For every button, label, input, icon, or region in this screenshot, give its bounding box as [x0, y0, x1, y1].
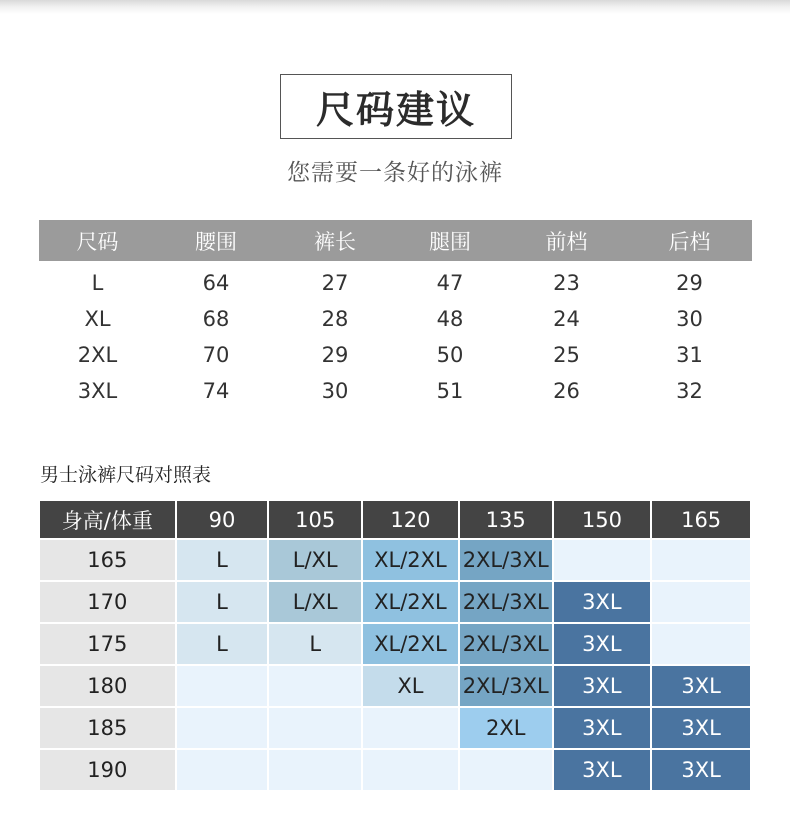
size-table-cell: 28 — [321, 307, 349, 331]
hw-size-cell: 3XL — [652, 708, 750, 748]
hw-size-cell — [363, 708, 458, 748]
hw-size-cell: L — [269, 624, 361, 664]
page-subtitle: 您需要一条好的泳裤 — [287, 160, 503, 186]
hw-size-cell: 2XL/3XL — [460, 624, 552, 664]
hw-weight-header: 120 — [363, 501, 458, 538]
size-table-row — [39, 301, 752, 337]
title-box — [280, 74, 512, 139]
hw-size-cell: XL/2XL — [363, 582, 458, 622]
hw-weight-header: 90 — [177, 501, 268, 538]
hw-size-cell: 2XL/3XL — [460, 540, 552, 580]
hw-size-cell: 3XL — [554, 624, 651, 664]
hw-corner-label: 身高/体重 — [40, 501, 175, 538]
hw-size-cell — [460, 750, 552, 790]
hw-size-cell — [177, 666, 268, 706]
chart-title: 男士泳裤尺码对照表 — [40, 464, 212, 486]
size-table-row — [39, 373, 752, 409]
hw-weight-header: 105 — [269, 501, 361, 538]
hw-chart-row — [40, 708, 750, 748]
size-header-cell: 后档 — [668, 229, 711, 254]
size-table-cell: 74 — [202, 379, 230, 403]
hw-size-cell: 3XL — [652, 666, 750, 706]
size-table-cell: 31 — [676, 343, 703, 367]
hw-size-cell — [363, 750, 458, 790]
size-table-cell: 29 — [321, 343, 349, 367]
size-header-cell: 裤长 — [314, 229, 356, 254]
size-table-header — [39, 220, 752, 261]
hw-size-cell: 3XL — [554, 708, 651, 748]
hw-chart-body — [40, 540, 750, 790]
size-header-cell: 腰围 — [195, 229, 237, 254]
size-table-cell: 32 — [676, 379, 703, 403]
hw-size-cell: L/XL — [269, 582, 361, 622]
size-table-cell: 70 — [202, 343, 230, 367]
size-table-cell: 24 — [553, 307, 580, 331]
hw-height-label: 185 — [40, 708, 175, 748]
hw-size-cell — [652, 624, 750, 664]
hw-size-cell: L — [177, 540, 268, 580]
hw-chart-row — [40, 750, 750, 790]
size-table-cell: 48 — [436, 307, 464, 331]
size-header-cell: 尺码 — [76, 229, 119, 254]
hw-weight-header: 150 — [554, 501, 651, 538]
hw-size-cell: XL — [363, 666, 458, 706]
size-header-cell: 腿围 — [429, 229, 471, 254]
hw-size-cell: 3XL — [554, 666, 651, 706]
top-shadow — [0, 0, 790, 14]
hw-size-cell — [177, 708, 268, 748]
size-table-cell: 68 — [202, 307, 230, 331]
hw-weight-header: 165 — [652, 501, 750, 538]
hw-size-cell: 3XL — [554, 582, 651, 622]
size-table-row — [39, 265, 752, 301]
hw-chart-row — [40, 624, 750, 664]
size-table-cell: 27 — [321, 271, 349, 295]
size-table-row — [39, 337, 752, 373]
size-table-cell: 50 — [436, 343, 464, 367]
size-table-cell: 2XL — [77, 343, 118, 367]
hw-chart-header — [40, 501, 750, 538]
size-table-cell: 47 — [436, 271, 464, 295]
hw-size-cell — [177, 750, 268, 790]
hw-size-cell: L — [177, 624, 268, 664]
hw-size-cell: 2XL — [460, 708, 552, 748]
hw-size-cell: 3XL — [652, 750, 750, 790]
hw-height-label: 190 — [40, 750, 175, 790]
height-weight-chart — [40, 501, 750, 790]
size-table-cell: 23 — [553, 271, 580, 295]
size-table-cell: 30 — [676, 307, 703, 331]
hw-weight-header: 135 — [460, 501, 552, 538]
size-table-cell: 3XL — [77, 379, 118, 403]
size-table-cell: 26 — [553, 379, 580, 403]
hw-size-cell: 3XL — [554, 750, 651, 790]
hw-size-cell — [554, 540, 651, 580]
hw-size-cell — [652, 540, 750, 580]
size-table-cell: 64 — [202, 271, 230, 295]
page-title: 尺码建议 — [315, 88, 476, 132]
hw-size-cell — [269, 708, 361, 748]
hw-size-cell — [269, 666, 361, 706]
hw-size-cell: 2XL/3XL — [460, 666, 552, 706]
hw-size-cell: L/XL — [269, 540, 361, 580]
hw-height-label: 170 — [40, 582, 175, 622]
size-header-cell: 前档 — [545, 229, 588, 254]
hw-height-label: 180 — [40, 666, 175, 706]
size-table-cell: 25 — [553, 343, 580, 367]
hw-chart-row — [40, 540, 750, 580]
hw-size-cell — [652, 582, 750, 622]
hw-chart-row — [40, 666, 750, 706]
hw-size-cell: 2XL/3XL — [460, 582, 552, 622]
hw-height-label: 175 — [40, 624, 175, 664]
size-table-cell: 30 — [321, 379, 349, 403]
hw-size-cell: XL/2XL — [363, 540, 458, 580]
hw-chart-row — [40, 582, 750, 622]
hw-size-cell: XL/2XL — [363, 624, 458, 664]
size-table-body — [39, 265, 752, 409]
size-table-cell: 51 — [436, 379, 464, 403]
hw-size-cell: L — [177, 582, 268, 622]
size-table-cell: L — [91, 271, 104, 295]
size-table — [39, 220, 752, 409]
size-table-cell: 29 — [676, 271, 703, 295]
size-table-cell: XL — [84, 307, 111, 331]
hw-height-label: 165 — [40, 540, 175, 580]
hw-size-cell — [269, 750, 361, 790]
